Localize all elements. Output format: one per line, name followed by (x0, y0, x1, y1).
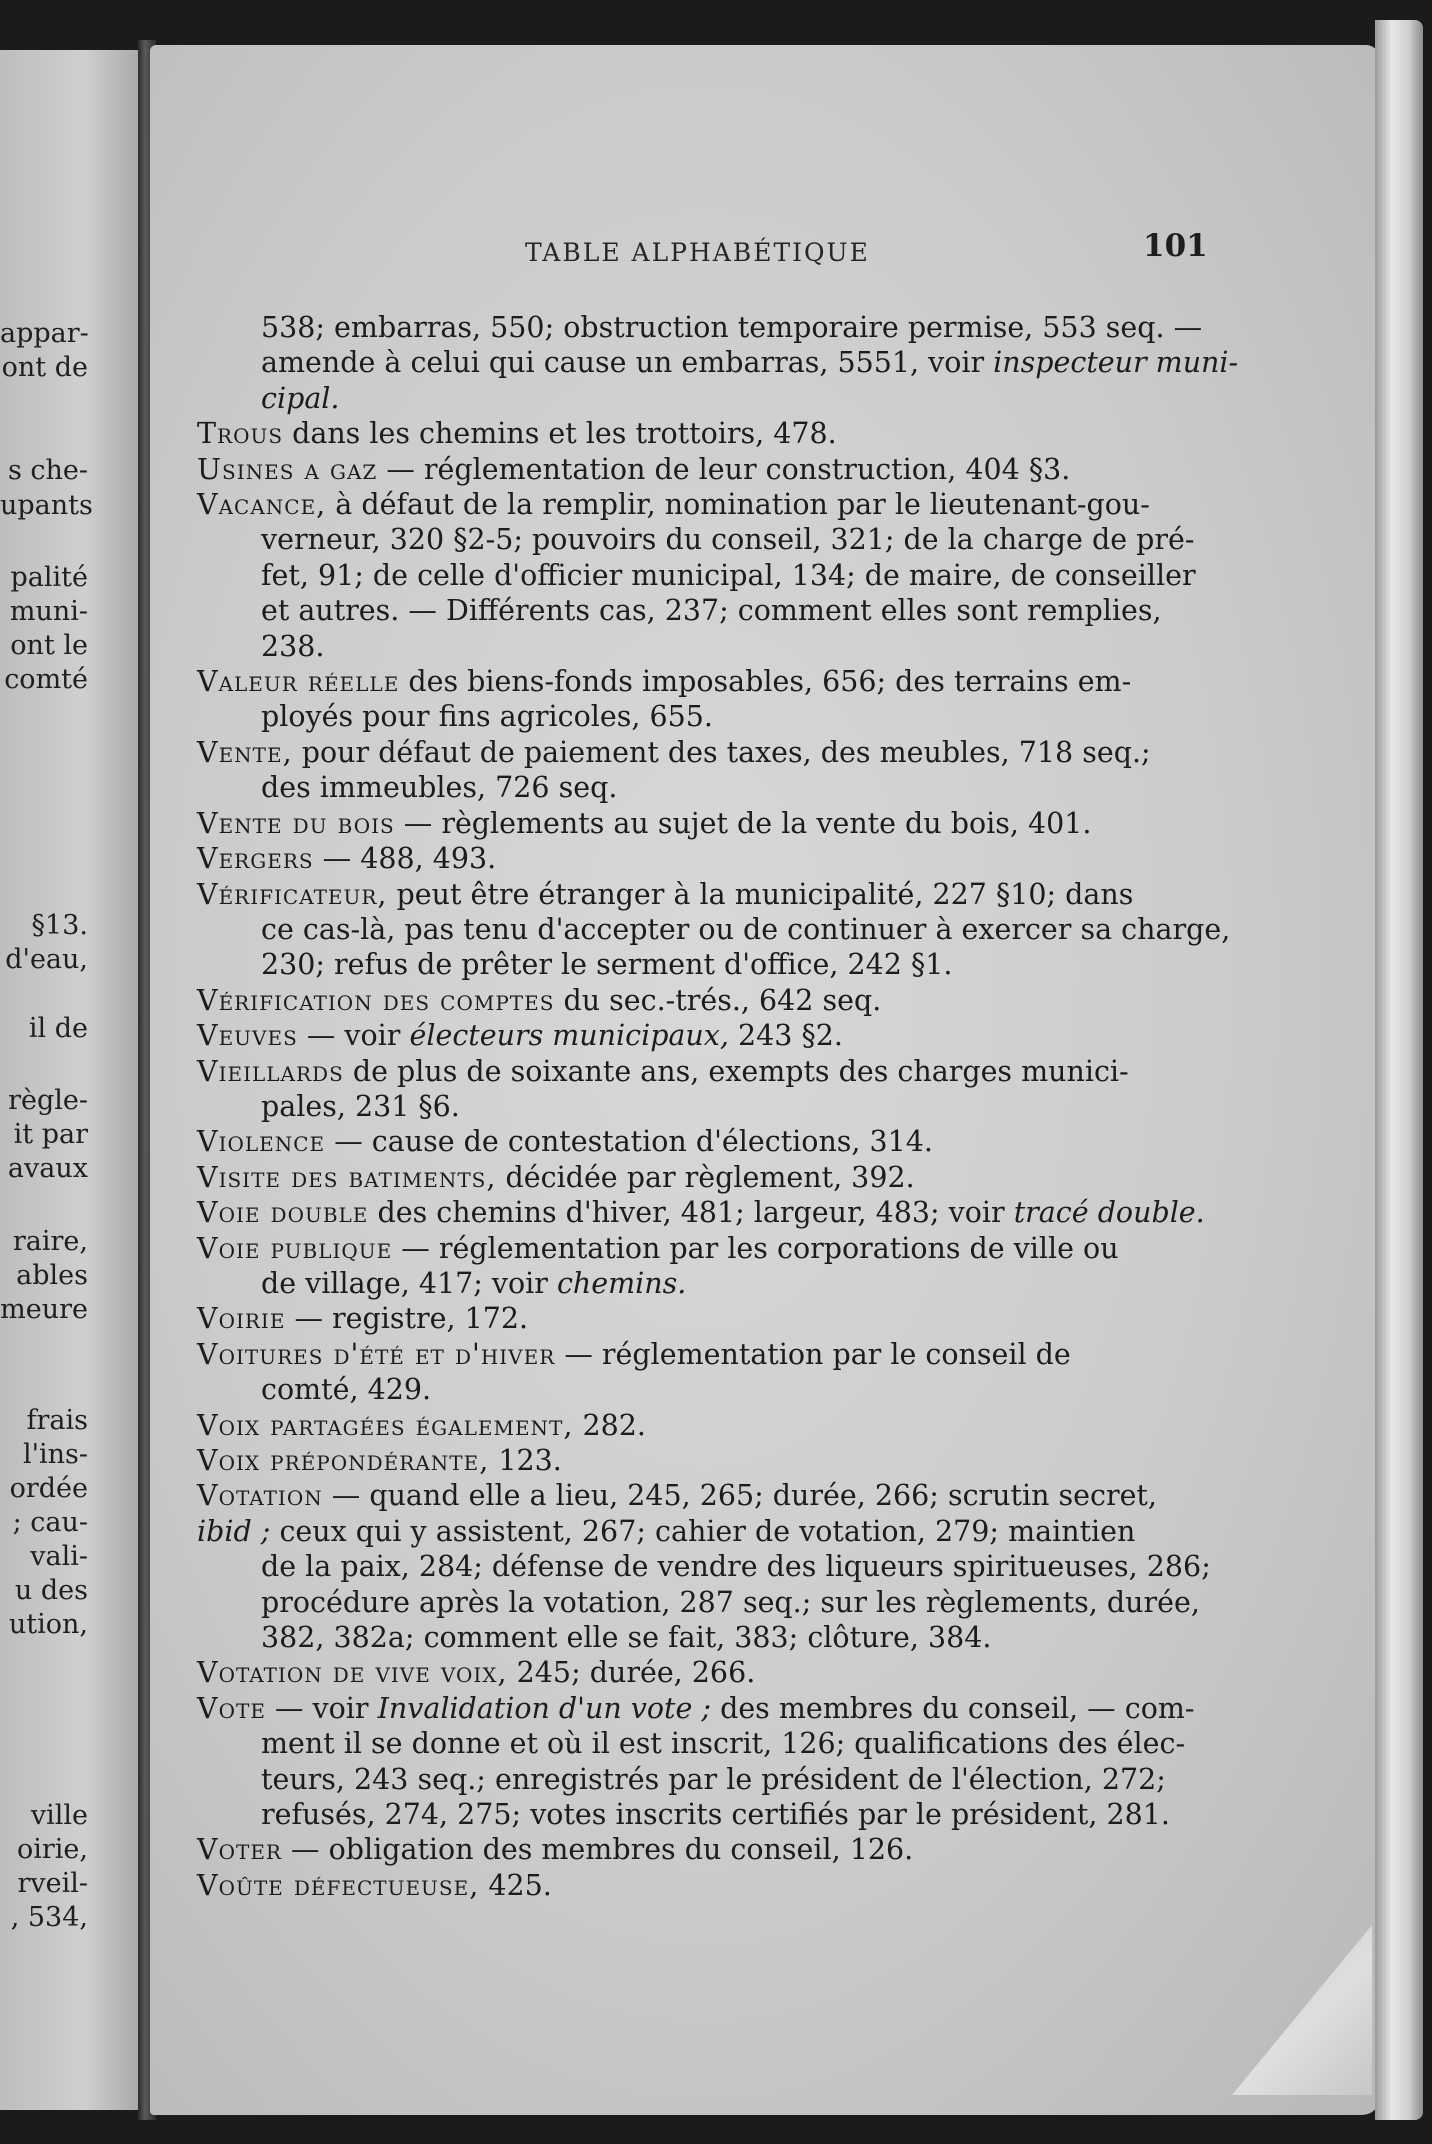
entry-line (197, 1160, 1202, 1195)
entry-text: — réglementation de leur construction, 404 §3. (377, 452, 1071, 486)
entry-text: peut être étranger à la municipalité, 227 §10; dans (387, 877, 1134, 911)
left-page-fragment: il de (28, 1013, 88, 1044)
entry-headword: Valeur réelle (197, 665, 400, 699)
entry-text: 243 §2. (728, 1019, 843, 1053)
entry-text: — registre, 172. (285, 1302, 529, 1336)
entry-text: 238. (261, 629, 325, 663)
entry-text: 123. (489, 1444, 562, 1477)
entry-line (197, 1231, 1202, 1266)
entry-text: des biens-fonds imposables, 656; des terrains em- (399, 665, 1132, 699)
entry-line (261, 699, 1202, 734)
index-entry (197, 1124, 1202, 1159)
left-page-fragment: vali- (30, 1541, 88, 1572)
index-entry (197, 1301, 1202, 1336)
entry-line (197, 1408, 1202, 1443)
entry-line (261, 522, 1202, 557)
entry-line (261, 1266, 1202, 1301)
entry-line (261, 1089, 1202, 1124)
entry-text: teurs, 243 seq.; enregistrés par le président de l'élection, 272; (261, 1762, 1166, 1796)
entry-text: pales, 231 §6. (261, 1089, 460, 1123)
entry-line (197, 1301, 1202, 1336)
entry-text: ceux qui y assistent, 267; cahier de votation, 279; maintien (270, 1514, 1136, 1548)
left-page-fragment: comté (4, 664, 88, 695)
index-entry (197, 806, 1202, 841)
entry-headword: Veuves (197, 1019, 298, 1053)
entry-line (261, 1620, 1202, 1655)
left-page-fragment: §13. (31, 910, 88, 941)
entry-text: des chemins d'hiver, 481; largeur, 483; voir (368, 1196, 1014, 1230)
entry-text: — réglementation par les corporations de ville ou (392, 1231, 1119, 1265)
entry-headword: Votation de vive voix, (197, 1656, 508, 1690)
entry-headword: Voie double (197, 1196, 369, 1230)
left-page-fragment: ables (16, 1260, 88, 1291)
entry-line (197, 1018, 1202, 1053)
entry-headword: Vérification des comptes (197, 983, 555, 1017)
entry-headword: Voter (197, 1833, 282, 1867)
entry-text: procédure après la votation, 287 seq.; sur les règlements, durée, (261, 1585, 1200, 1619)
entry-line (261, 310, 1202, 345)
entry-text: — réglementation par le conseil de (555, 1337, 1071, 1371)
entry-headword: Vote (197, 1691, 266, 1725)
entry-text: refusés, 274, 275; votes inscrits certifiés par le président, 281. (261, 1798, 1170, 1832)
index-entry (197, 1018, 1202, 1053)
entry-text: — cause de contestation d'élections, 314. (325, 1125, 933, 1159)
entry-line (197, 1195, 1205, 1230)
entry-text: — règlements au sujet de la vente du bois, 401. (394, 806, 1092, 840)
entry-headword: Voix prépondérante, (197, 1444, 490, 1477)
italic-reference: ibid ; (197, 1514, 271, 1548)
left-page-fragment: s che- (7, 455, 88, 486)
entry-headword: Vérificateur, (197, 877, 388, 911)
entry-line (197, 452, 1202, 487)
entry-text: des membres du conseil, — com- (711, 1691, 1195, 1725)
left-page-fragment: u des (14, 1575, 88, 1606)
left-page-fragment: l'ins- (22, 1439, 88, 1470)
running-head: TABLE ALPHABÉTIQUE (525, 238, 870, 267)
entry-text: pour défaut de paiement des taxes, des meubles, 718 seq.; (292, 735, 1151, 769)
entry-headword: Voitures d'été et d'hiver (197, 1337, 556, 1371)
entry-line (197, 1124, 1202, 1159)
left-page-fragment: règle- (8, 1085, 88, 1116)
entry-line (261, 381, 1202, 416)
left-page (0, 50, 140, 2110)
entry-line (197, 1655, 1202, 1690)
entry-text: ment il se donne et où il est inscrit, 126; qualifications des élec- (261, 1727, 1186, 1761)
left-page-fragment: oirie, (17, 1834, 88, 1865)
entry-headword: Usines a gaz (197, 452, 378, 486)
entry-text: de plus de soixante ans, exempts des charges munici- (343, 1054, 1129, 1088)
entry-text: — voir (265, 1691, 378, 1725)
entry-text: ce cas-là, pas tenu d'accepter ou de continuer à exercer sa charge, (261, 912, 1231, 946)
entry-line (261, 1372, 1202, 1407)
index-entry (197, 1832, 1202, 1867)
entry-line (261, 1549, 1211, 1584)
entry-line (197, 1868, 1202, 1903)
entry-line (197, 1832, 1202, 1867)
page-edge (1375, 20, 1423, 2120)
entry-headword: Voûte défectueuse, (197, 1868, 480, 1902)
entry-line (261, 770, 1202, 805)
entry-headword: Vergers (197, 842, 314, 876)
entry-text: de la paix, 284; défense de vendre des liqueurs spiritueuses, 286; (261, 1550, 1211, 1584)
entry-line (261, 1585, 1202, 1620)
entry-text: verneur, 320 §2-5; pouvoirs du conseil, 321; de la charge de pré- (261, 523, 1195, 557)
italic-reference: cipal. (261, 381, 340, 415)
index-entry (197, 664, 1202, 735)
left-page-fragment: avaux (7, 1153, 88, 1184)
entry-text: décidée par règlement, 392. (496, 1160, 915, 1194)
index-entry (197, 1691, 1202, 1833)
entry-headword: Vente, (197, 735, 293, 769)
entry-headword: Vente du bois (197, 806, 395, 840)
entry-headword: Voirie (197, 1302, 286, 1336)
left-page-fragment: ordée (9, 1473, 88, 1504)
entry-line (197, 1337, 1202, 1372)
entry-headword: Violence (197, 1125, 326, 1159)
entry-line (197, 841, 1202, 876)
entry-line (261, 1797, 1202, 1832)
entry-line (197, 416, 1202, 451)
entry-text: de village, 417; voir (261, 1266, 557, 1300)
entry-headword: Trous (197, 417, 284, 451)
left-page-fragment: rveil- (17, 1868, 88, 1899)
entry-line (197, 1478, 1202, 1513)
entry-text: — 488, 493. (313, 842, 497, 876)
left-page-fragment: , 534, (10, 1902, 88, 1933)
entry-line (261, 629, 1202, 664)
index-entry (197, 1443, 1202, 1478)
left-page-fragment: ont de (1, 352, 88, 383)
index-entry (197, 841, 1202, 876)
index-entry (197, 983, 1202, 1018)
entry-text: 230; refus de prêter le serment d'office, 242 §1. (261, 948, 953, 982)
index-entry (197, 1655, 1202, 1690)
index-entry (197, 877, 1231, 983)
entry-line (197, 1691, 1202, 1726)
entry-line (261, 345, 1239, 380)
index-entry (197, 1231, 1202, 1302)
index-entry (197, 735, 1202, 806)
index-entry (197, 416, 1202, 451)
left-page-fragment: meure (0, 1294, 88, 1325)
entry-line (197, 806, 1202, 841)
index-entries (197, 310, 1239, 1903)
index-entry (197, 1160, 1202, 1195)
left-page-fragment: raire, (12, 1226, 88, 1257)
left-page-fragment: ville (30, 1800, 88, 1831)
entry-text: 538; embarras, 550; obstruction temporaire permise, 553 seq. — (261, 311, 1203, 344)
entry-headword: Visite des batiments, (197, 1160, 497, 1194)
index-entry (197, 1408, 1202, 1443)
entry-line (261, 593, 1202, 628)
left-page-fragment: ution, (8, 1609, 88, 1640)
entry-line (197, 1054, 1202, 1089)
entry-line (261, 1726, 1202, 1761)
entry-text: — quand elle a lieu, 245, 265; durée, 266; scrutin secret, (322, 1479, 1157, 1513)
entry-line (197, 487, 1202, 522)
index-entry (197, 1478, 1211, 1655)
entry-line (197, 664, 1202, 699)
entry-text: à défaut de la remplir, nomination par le lieutenant-gou- (326, 488, 1150, 522)
index-entry (197, 1868, 1202, 1903)
left-page-fragment: ont le (10, 630, 88, 661)
index-entry (197, 452, 1202, 487)
entry-headword: Voix partagées également, (197, 1408, 574, 1442)
left-page-fragment: ; cau- (12, 1507, 88, 1538)
left-page-fragment: d'eau, (5, 944, 88, 975)
entry-line (261, 1762, 1202, 1797)
left-page-fragment: it par (13, 1119, 88, 1150)
entry-text: 245; durée, 266. (507, 1656, 756, 1690)
entry-text: — voir (297, 1019, 410, 1053)
entry-line (197, 877, 1202, 912)
entry-text: et autres. — Différents cas, 237; comment elles sont remplies, (261, 594, 1162, 628)
index-entry (197, 1195, 1205, 1230)
entry-text: 282. (573, 1408, 646, 1442)
entry-text: 382, 382a; comment elle se fait, 383; clôture, 384. (261, 1621, 992, 1655)
entry-text: 425. (479, 1868, 552, 1902)
entry-line (197, 735, 1202, 770)
index-entry (197, 310, 1239, 416)
index-entry (197, 487, 1202, 664)
entry-line (261, 912, 1231, 947)
left-page-fragment: muni- (9, 596, 88, 627)
entry-headword: Voie publique (197, 1231, 393, 1265)
entry-text: amende à celui qui cause un embarras, 5551, voir (261, 346, 994, 380)
entry-text: des immeubles, 726 seq. (261, 771, 618, 805)
left-page-fragment: frais (26, 1405, 88, 1436)
left-page-fragment: upants (0, 490, 93, 521)
entry-text: dans les chemins et les trottoirs, 478. (283, 417, 837, 451)
index-entry (197, 1337, 1202, 1408)
entry-text: du sec.-trés., 642 seq. (554, 983, 882, 1017)
italic-reference: électeurs municipaux, (409, 1019, 729, 1053)
entry-text: ployés pour fins agricoles, 655. (261, 700, 713, 734)
left-page-fragment: appar- (0, 318, 89, 349)
entry-text: comté, 429. (261, 1373, 432, 1407)
entry-text: fet, 91; de celle d'officier municipal, 134; de maire, de conseiller (261, 558, 1196, 592)
italic-reference: tracé double. (1013, 1196, 1205, 1230)
page-number: 101 (1143, 228, 1208, 264)
entry-line (261, 558, 1202, 593)
entry-headword: Votation (197, 1479, 323, 1513)
entry-line (197, 1514, 1202, 1549)
entry-line (261, 947, 1202, 982)
index-entry (197, 1054, 1202, 1125)
entry-headword: Vacance, (197, 488, 327, 522)
italic-reference: inspecteur muni- (993, 346, 1239, 380)
entry-headword: Vieillards (197, 1054, 344, 1088)
italic-reference: Invalidation d'un vote ; (377, 1691, 712, 1725)
entry-line (197, 1443, 1202, 1478)
entry-text: — obligation des membres du conseil, 126. (281, 1833, 914, 1867)
entry-line (197, 983, 1202, 1018)
italic-reference: chemins. (556, 1266, 687, 1300)
left-page-fragment: palité (10, 562, 88, 593)
